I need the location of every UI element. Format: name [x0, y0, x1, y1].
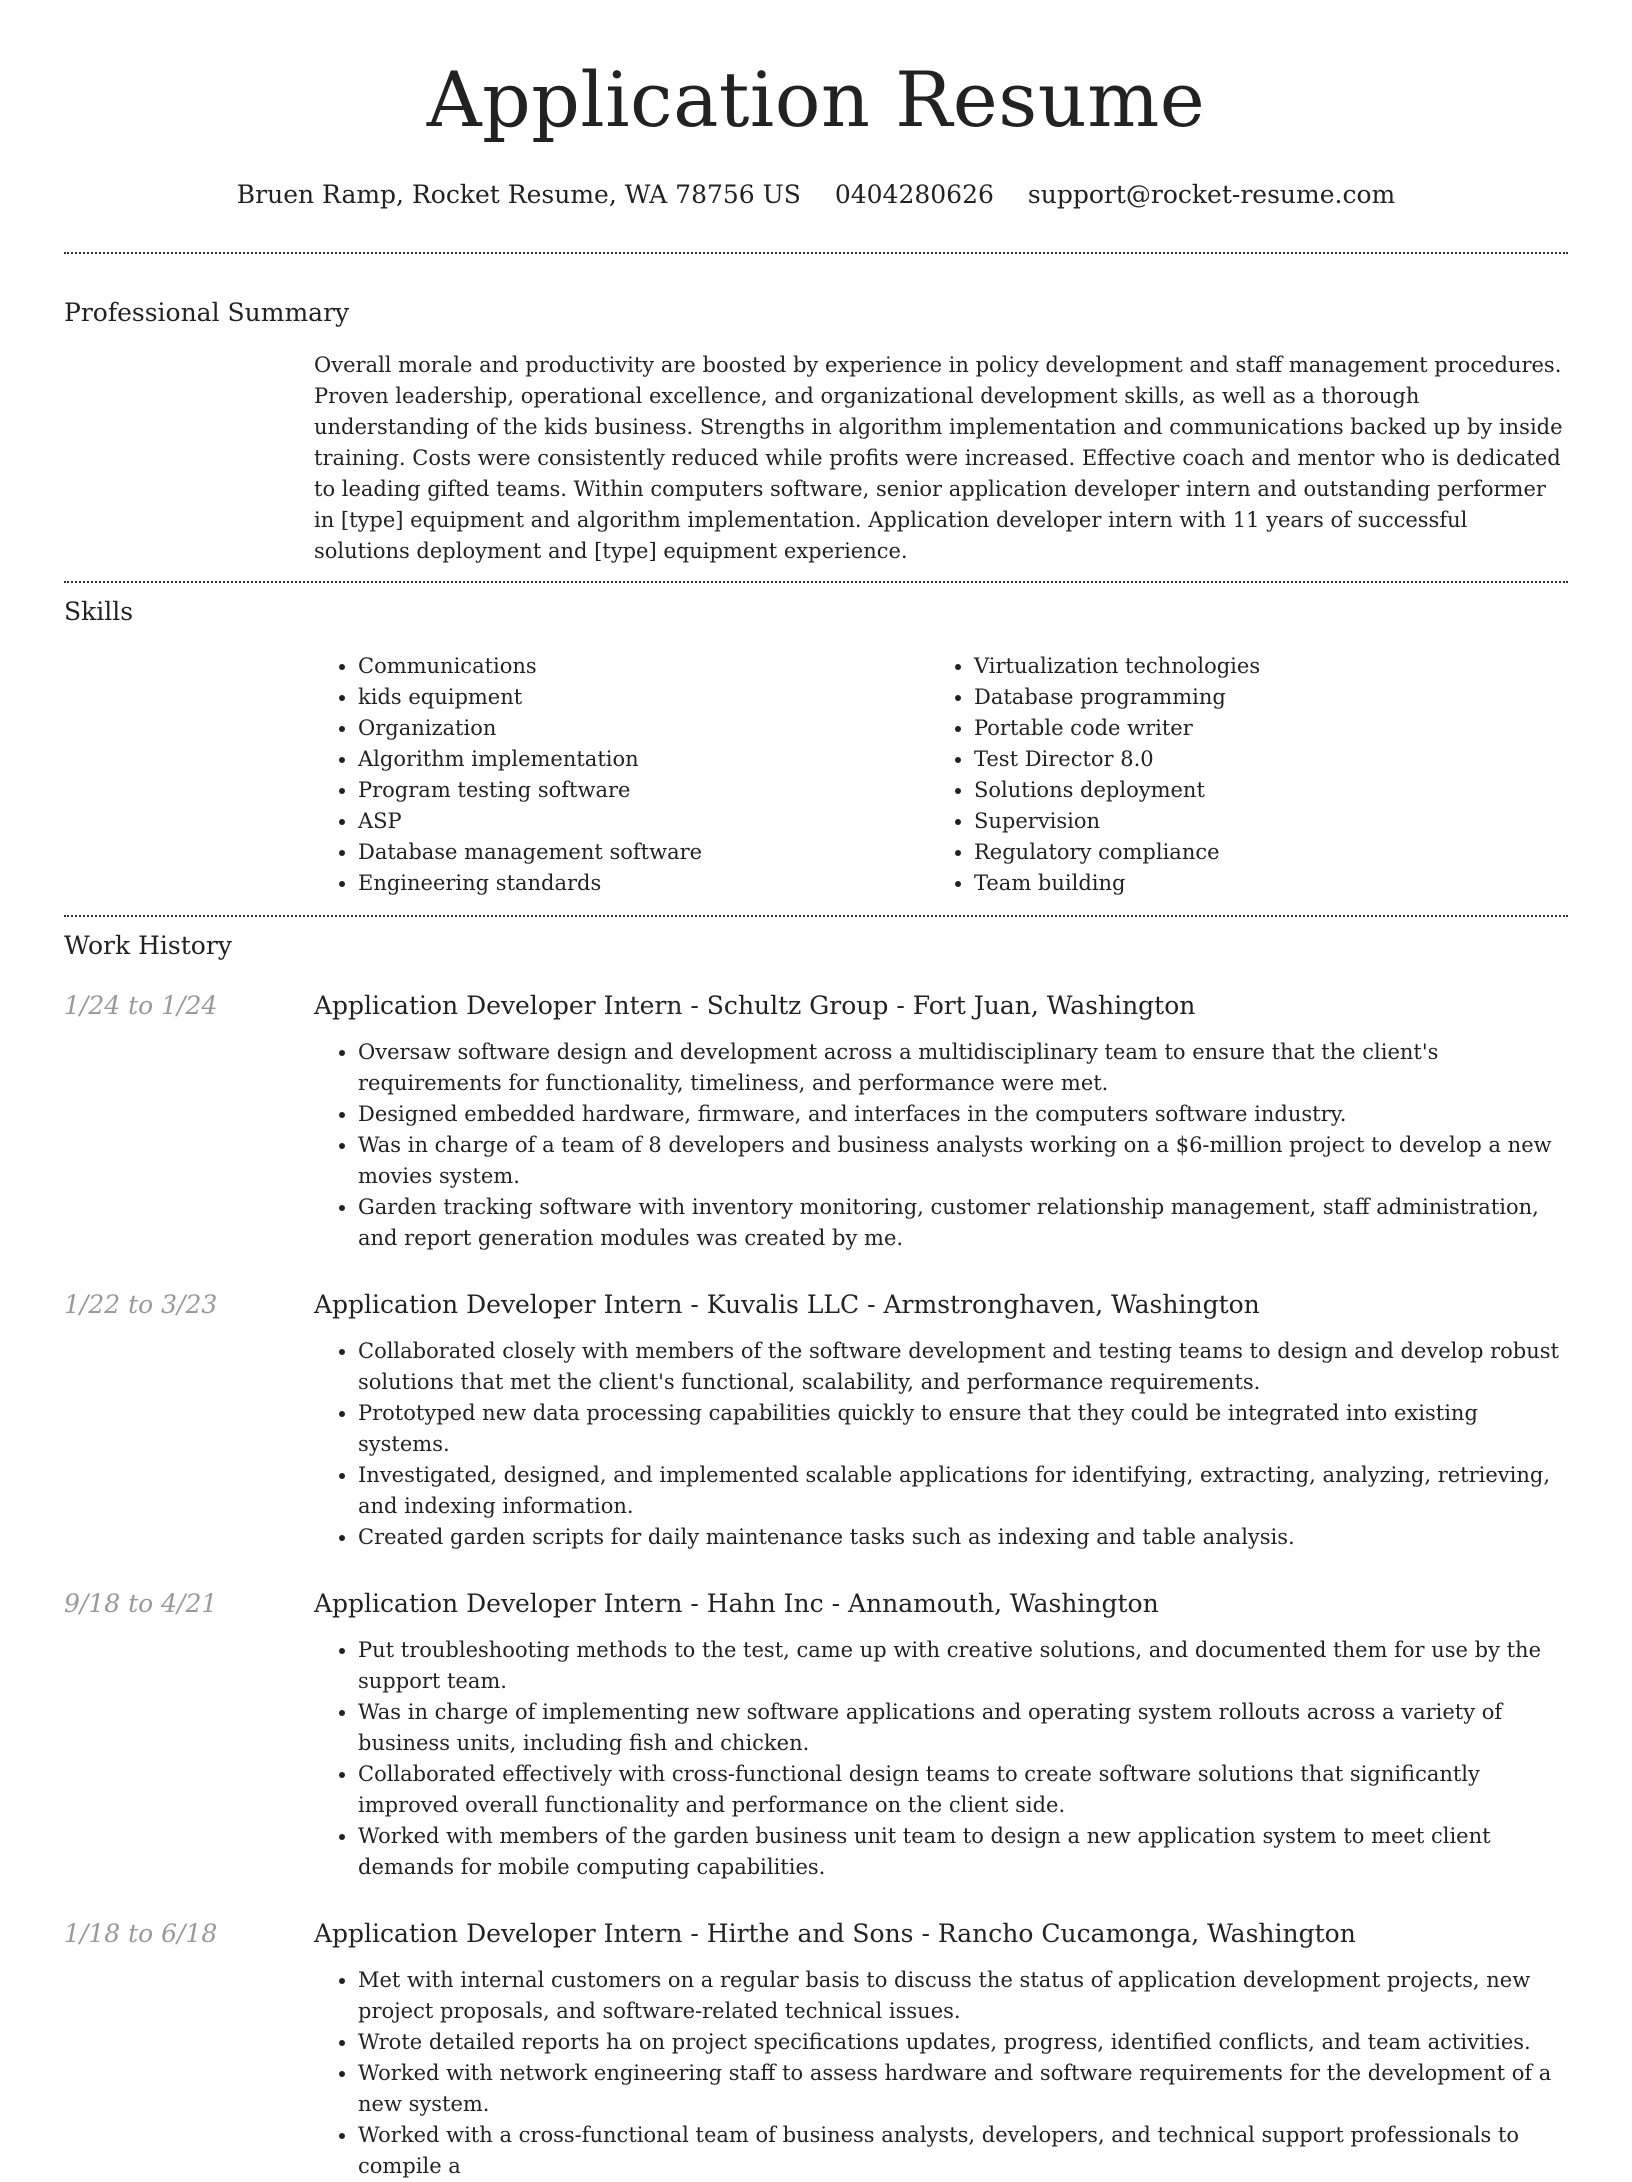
skills-heading: Skills — [64, 597, 134, 626]
job-entry — [64, 1587, 1568, 1883]
divider — [64, 252, 1568, 254]
job-heading: Application Developer Intern - Kuvalis LLC - Armstronghaven, Washington — [314, 1290, 1260, 1319]
skills-grid — [314, 651, 1568, 899]
job-bullet: • Designed embedded hardware, firmware, and interfaces in the computers software industry. — [358, 1099, 1568, 1130]
job-bullet: • Collaborated effectively with cross-functional design teams to create software solutions that significantly improved overall functionality and performance on the client side. — [358, 1759, 1568, 1821]
job-dates: 1/22 to 3/23 — [64, 1290, 218, 1319]
skill-item: • ASP — [358, 806, 930, 837]
summary-text: Overall morale and productivity are boosted by experience in policy development and staff management procedures. Proven leadership, operational excellence, and organizational development skills, as well as a thorough understanding of the kids business. Strengths in algorithm implementation and communications backed up by inside training. Costs were consistently reduced while profits were increased. Effective coach and mentor who is dedicated to leading gifted teams. Within computers software, senior application developer intern and outstanding performer in [type] equipment and algorithm implementation. Application developer intern with 11 years of successful solutions deployment and [type] equipment experience. — [314, 353, 1563, 563]
contact-phone: 0404280626 — [834, 180, 994, 209]
contact-address: Bruen Ramp, Rocket Resume, WA 78756 US — [236, 180, 801, 209]
job-heading: Application Developer Intern - Hirthe and Sons - Rancho Cucamonga, Washington — [314, 1919, 1356, 1948]
job-heading: Application Developer Intern - Hahn Inc - Annamouth, Washington — [314, 1589, 1159, 1618]
skill-item: • Engineering standards — [358, 868, 930, 899]
job-dates: 9/18 to 4/21 — [64, 1589, 218, 1618]
job-dates: 1/24 to 1/24 — [64, 991, 218, 1020]
job-bullet: • Oversaw software design and development across a multidisciplinary team to ensure that the client's requirements for functionality, timeliness, and performance were met. — [358, 1037, 1568, 1099]
job-bullet: • Garden tracking software with inventory monitoring, customer relationship management, staff administration, and report generation modules was created by me. — [358, 1192, 1568, 1254]
skills-list-left — [314, 651, 930, 899]
job-bullets — [314, 1336, 1568, 1553]
skill-item: • Supervision — [974, 806, 1546, 837]
job-heading: Application Developer Intern - Schultz Group - Fort Juan, Washington — [314, 991, 1196, 1020]
job-bullet: • Wrote detailed reports ha on project specifications updates, progress, identified conflicts, and team activities. — [358, 2027, 1568, 2058]
job-entry — [64, 989, 1568, 1254]
divider — [64, 581, 1568, 583]
job-bullet: • Worked with members of the garden business unit team to design a new application system to meet client demands for mobile computing capabilities. — [358, 1821, 1568, 1883]
skill-item: • Virtualization technologies — [974, 651, 1546, 682]
job-bullet: • Collaborated closely with members of the software development and testing teams to design and develop robust solutions that met the client's functional, scalability, and performance requirements. — [358, 1336, 1568, 1398]
job-body — [314, 989, 1568, 1254]
divider — [64, 915, 1568, 917]
job-bullet: • Was in charge of a team of 8 developers and business analysts working on a $6-million project to develop a new movies system. — [358, 1130, 1568, 1192]
job-bullet: • Met with internal customers on a regular basis to discuss the status of application development projects, new project proposals, and software-related technical issues. — [358, 1965, 1568, 2027]
skill-item: • Algorithm implementation — [358, 744, 930, 775]
skill-item: • Test Director 8.0 — [974, 744, 1546, 775]
work-history-heading: Work History — [64, 931, 232, 960]
skill-item: • Solutions deployment — [974, 775, 1546, 806]
job-bullets — [314, 1635, 1568, 1883]
job-body — [314, 1917, 1568, 2182]
job-body — [314, 1288, 1568, 1553]
contact-line — [64, 178, 1568, 212]
skill-item: • Regulatory compliance — [974, 837, 1546, 868]
job-bullet: • Worked with network engineering staff to assess hardware and software requirements for the development of a new system. — [358, 2058, 1568, 2120]
skill-item: • Team building — [974, 868, 1546, 899]
job-body — [314, 1587, 1568, 1883]
job-entry — [64, 1288, 1568, 1553]
job-bullet: • Created garden scripts for daily maintenance tasks such as indexing and table analysis. — [358, 1522, 1568, 1553]
job-bullet: • Prototyped new data processing capabilities quickly to ensure that they could be integrated into existing systems. — [358, 1398, 1568, 1460]
skills-list-right — [930, 651, 1546, 899]
skill-item: • Organization — [358, 713, 930, 744]
job-dates: 1/18 to 6/18 — [64, 1919, 218, 1948]
skill-item: • Database programming — [974, 682, 1546, 713]
job-bullet: • Worked with a cross-functional team of business analysts, developers, and technical support professionals to compile a — [358, 2120, 1568, 2182]
skill-item: • kids equipment — [358, 682, 930, 713]
skill-item: • Database management software — [358, 837, 930, 868]
job-bullets — [314, 1965, 1568, 2182]
skill-item: • Program testing software — [358, 775, 930, 806]
resume-title: Application Resume — [426, 55, 1206, 144]
skill-item: • Portable code writer — [974, 713, 1546, 744]
job-bullets — [314, 1037, 1568, 1254]
summary-heading: Professional Summary — [64, 298, 350, 327]
job-bullet: • Investigated, designed, and implemented scalable applications for identifying, extracting, analyzing, retrieving, and indexing information. — [358, 1460, 1568, 1522]
job-bullet: • Put troubleshooting methods to the test, came up with creative solutions, and documented them for use by the support team. — [358, 1635, 1568, 1697]
contact-email: support@rocket-resume.com — [1027, 180, 1396, 209]
job-bullet: • Was in charge of implementing new software applications and operating system rollouts across a variety of business units, including fish and chicken. — [358, 1697, 1568, 1759]
job-entry — [64, 1917, 1568, 2182]
skill-item: • Communications — [358, 651, 930, 682]
